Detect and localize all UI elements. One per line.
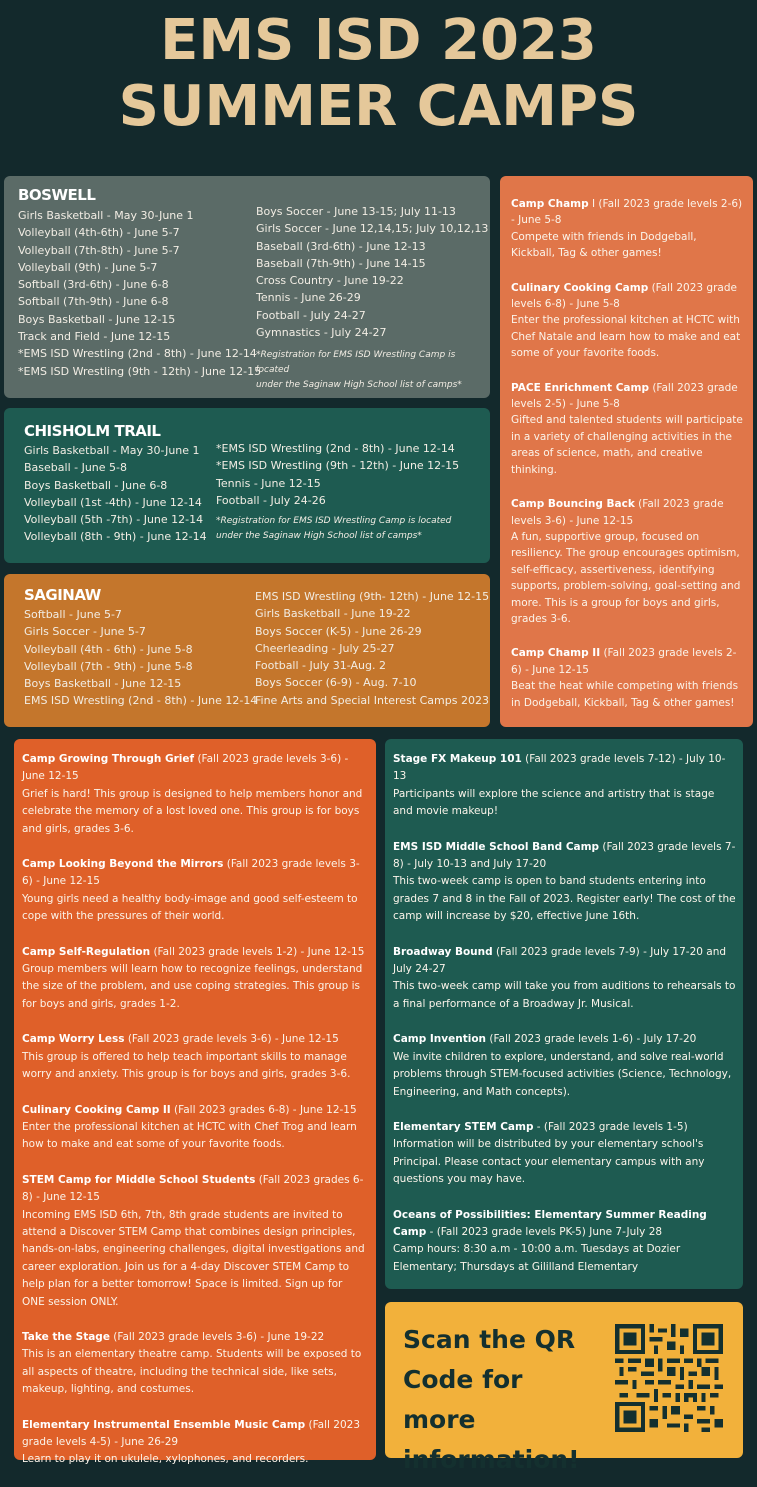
list-item: Boys Soccer (6-9) - Aug. 7-10 <box>255 676 417 690</box>
camp-name: Camp Growing Through Grief <box>22 753 195 765</box>
list-item: Boys Basketball - June 12-15 <box>24 677 182 691</box>
list-item: Track and Field - June 12-15 <box>18 330 171 344</box>
camp-name: EMS ISD Middle School Band Camp <box>393 840 600 853</box>
boswell-right-list <box>256 203 488 341</box>
camp-entry <box>511 645 743 711</box>
list-item: Girls Soccer - June 12,14,15; July 10,12,13 <box>256 222 489 236</box>
camp-description: This two-week camp will take you from auditions to rehearsals to a final performance of a Broadway Jr. Musical. <box>393 980 736 1010</box>
camp-meta: (Fall 2023 grade levels 3-6) - June 19-22 <box>109 1330 325 1343</box>
right-column-panel <box>500 176 753 727</box>
camp-description: Enter the professional kitchen at HCTC with Chef Trog and learn how to make and eat some of your favorite foods. <box>22 1120 357 1151</box>
camp-meta: (Fall 2023 grade levels 1-2) - June 12-15 <box>150 945 365 958</box>
list-item: Baseball (7th-9th) - June 14-15 <box>256 256 426 270</box>
chisholm-note <box>216 514 451 544</box>
list-item: Volleyball (5th -7th) - June 12-14 <box>24 513 204 527</box>
camp-description: Information will be distributed by your elementary school's Principal. Please contact your elementary campus with any questions you may have. <box>393 1138 705 1186</box>
list-item: Girls Soccer - June 5-7 <box>24 625 146 639</box>
list-item: Fine Arts and Special Interest Camps 2023 <box>255 693 489 707</box>
camp-description: Incoming EMS ISD 6th, 7th, 8th grade students are invited to attend a Discover STEM Camp that combines design principles, hands-on-labs, engineering challenges, digital investigations and career exploration. Join us for a 4-day Discover STEM Camp to help plan for a better tomorrow! Space is limited. Sign up for ONE session ONLY. <box>22 1208 365 1308</box>
boswell-panel <box>4 176 490 398</box>
camp-name: Camp Champ II <box>511 647 601 660</box>
list-item: Volleyball (4th-6th) - June 5-7 <box>18 226 180 240</box>
camp-entry <box>22 1172 368 1311</box>
camp-entry <box>393 839 737 926</box>
list-item: Football - July 24-27 <box>256 308 366 322</box>
list-item: Softball (3rd-6th) - June 6-8 <box>18 278 169 292</box>
camp-name: Camp Invention <box>393 1033 487 1046</box>
camp-meta: (Fall 2023 grade levels 4-5) - June 26-29 <box>22 1418 361 1448</box>
chisholm-right-list <box>216 440 459 509</box>
camp-name: Elementary STEM Camp <box>393 1120 534 1133</box>
camp-entry <box>22 1417 368 1469</box>
camp-meta: - (Fall 2023 grade levels PK-5) June 7-July 28 <box>426 1225 663 1238</box>
camp-description: Young girls need a healthy body-image and good self-esteem to cope with the pressures of their world. <box>22 892 358 923</box>
qr-code-icon[interactable] <box>615 1324 723 1432</box>
camp-meta: (Fall 2023 grade levels 7-8) - July 10-13 and July 17-20 <box>393 840 736 871</box>
camp-name: PACE Enrichment Camp <box>511 381 649 394</box>
list-item: Softball - June 5-7 <box>24 608 122 621</box>
chisholm-heading: CHISHOLM TRAIL <box>24 422 161 440</box>
camp-entry <box>22 1102 368 1154</box>
list-item: Girls Basketball - June 19-22 <box>255 607 411 621</box>
camp-name: Broadway Bound <box>393 945 493 958</box>
camp-meta: (Fall 2023 grade levels 6-8) - June 5-8 <box>511 281 737 311</box>
list-item: EMS ISD Wrestling (9th- 12th) - June 12-15 <box>255 590 490 603</box>
camp-entry <box>22 1329 368 1399</box>
bottom-left-panel <box>14 739 376 1466</box>
camp-name: Camp Champ <box>511 198 589 210</box>
list-item: EMS ISD Wrestling (2nd - 8th) - June 12-14 <box>24 694 258 708</box>
list-item: Softball (7th-9th) - June 6-8 <box>18 295 169 309</box>
camp-entry <box>511 380 743 478</box>
chisholm-left-list <box>24 442 207 546</box>
camp-description: This is an elementary theatre camp. Students will be exposed to all aspects of theatre, including the technical side, like sets, makeup, lighting, and costumes. <box>22 1348 362 1396</box>
list-item: Boys Basketball - June 12-15 <box>18 312 176 326</box>
camp-entry <box>393 944 737 1014</box>
camp-meta: (Fall 2023 grade levels 2-5) - June 5-8 <box>511 381 738 411</box>
list-item: Volleyball (7th-8th) - June 5-7 <box>18 243 180 257</box>
list-item: Football - July 31-Aug. 2 <box>255 659 386 673</box>
list-item: Volleyball (4th - 6th) - June 5-8 <box>24 642 193 656</box>
camp-entry <box>22 856 368 926</box>
camp-entry <box>22 944 368 1014</box>
camp-description: Enter the professional kitchen at HCTC with Chef Natale and learn how to make and eat some of your favorite foods. <box>511 314 741 360</box>
list-item: Boys Basketball - June 6-8 <box>24 478 168 492</box>
bottom-right-panel <box>385 739 743 1289</box>
boswell-left-list <box>18 207 261 380</box>
list-item: *EMS ISD Wrestling (9th - 12th) - June 12-15 <box>18 364 262 378</box>
chisholm-trail-panel <box>4 408 490 563</box>
bottom-left-list <box>22 751 368 1487</box>
camp-description: Camp hours: 8:30 a.m - 10:00 a.m. Tuesdays at Dozier Elementary; Thursdays at Gililland Elementary <box>393 1243 681 1273</box>
camp-name: STEM Camp for Middle School Students <box>22 1173 256 1186</box>
list-item: *EMS ISD Wrestling (2nd - 8th) - June 12-14 <box>18 347 257 361</box>
page-title <box>0 8 757 140</box>
list-item: Girls Basketball - May 30-June 1 <box>18 209 194 222</box>
camp-meta: (Fall 2023 grade levels 3-6) - June 12-15 <box>22 753 349 783</box>
right-column-list <box>511 196 743 729</box>
saginaw-panel <box>4 574 490 727</box>
saginaw-right-list <box>255 588 489 709</box>
camp-meta: (Fall 2023 grade levels 3-6) - June 12-15 <box>511 498 724 527</box>
saginaw-left-list <box>24 606 257 710</box>
list-item: Volleyball (8th - 9th) - June 12-14 <box>24 530 207 544</box>
qr-caption <box>403 1320 593 1480</box>
list-item: Tennis - June 26-29 <box>256 291 361 305</box>
bottom-right-list <box>393 751 737 1294</box>
saginaw-heading: SAGINAW <box>24 586 101 604</box>
title-line-1: EMS ISD 2023 <box>160 8 597 73</box>
list-item: Boys Soccer - June 13-15; July 11-13 <box>256 205 456 218</box>
qr-caption-line: Code for more <box>403 1365 523 1434</box>
camp-meta: (Fall 2023 grade levels 3-6) - June 12-15 <box>124 1033 339 1046</box>
camp-meta: - (Fall 2023 grade levels 1-5) <box>533 1120 688 1133</box>
camp-entry <box>393 751 737 821</box>
list-item: Volleyball (1st -4th) - June 12-14 <box>24 495 202 509</box>
camp-description: Beat the heat while competing with friends in Dodgeball, Kickball, Tag & other games! <box>511 680 739 709</box>
list-item: *EMS ISD Wrestling (2nd - 8th) - June 12-14 <box>216 442 455 455</box>
note-line: under the Saginaw High School list of camps* <box>216 531 422 541</box>
camp-entry <box>393 1031 737 1101</box>
list-item: Baseball (3rd-6th) - June 12-13 <box>256 239 426 253</box>
camp-meta: I (Fall 2023 grade levels 2-6) - June 5-8 <box>511 198 743 227</box>
camp-entry <box>22 751 368 838</box>
camp-name: Take the Stage <box>22 1330 110 1343</box>
qr-caption-line: information! <box>403 1445 580 1474</box>
list-item: *EMS ISD Wrestling (9th - 12th) - June 12-15 <box>216 459 460 473</box>
camp-name: Stage FX Makeup 101 <box>393 753 522 765</box>
list-item: Boys Soccer (K-5) - June 26-29 <box>255 624 422 638</box>
camp-entry <box>511 280 743 362</box>
camp-description: Group members will learn how to recognize feelings, understand the size of the problem, and use coping strategies. This group is for boys and girls, grades 1-2. <box>22 963 363 1010</box>
list-item: Tennis - June 12-15 <box>216 476 321 490</box>
camp-name: Camp Bouncing Back <box>511 498 635 511</box>
list-item: Football - July 24-26 <box>216 493 326 507</box>
camp-meta: (Fall 2023 grade levels 7-12) - July 10-13 <box>393 753 726 783</box>
camp-name: Oceans of Possibilities: Elementary Summer Reading Camp <box>393 1208 707 1238</box>
camp-meta: (Fall 2023 grades 6-8) - June 12-15 <box>170 1103 357 1116</box>
list-item: Girls Basketball - May 30-June 1 <box>24 444 200 457</box>
camp-description: A fun, supportive group, focused on resiliency. The group encourages optimism, self-efficacy, assertiveness, identifying supports, problem-solving, goal-setting and more. This is a group for boys and girls, grades 3-6. <box>511 530 741 625</box>
camp-meta: (Fall 2023 grades 6-8) - June 12-15 <box>22 1173 364 1204</box>
list-item: Gymnastics - July 24-27 <box>256 326 387 340</box>
note-line: under the Saginaw High School list of camps* <box>256 380 462 390</box>
camp-name: Camp Self-Regulation <box>22 945 151 958</box>
note-line: *Registration for EMS ISD Wrestling Camp is located <box>256 350 456 375</box>
camp-name: Culinary Cooking Camp II <box>22 1103 171 1116</box>
camp-meta: (Fall 2023 grade levels 1-6) - July 17-20 <box>486 1033 697 1046</box>
note-line: *Registration for EMS ISD Wrestling Camp is located <box>216 516 452 526</box>
camp-name: Culinary Cooking Camp <box>511 281 649 294</box>
list-item: Cross Country - June 19-22 <box>256 274 404 288</box>
camp-meta: (Fall 2023 grade levels 2-6) - June 12-15 <box>511 647 737 676</box>
camp-meta: (Fall 2023 grade levels 7-9) - July 17-20 and July 24-27 <box>393 945 727 976</box>
camp-description: Compete with friends in Dodgeball, Kickball, Tag & other games! <box>511 230 697 260</box>
camp-name: Camp Looking Beyond the Mirrors <box>22 858 224 871</box>
boswell-heading: BOSWELL <box>18 186 96 204</box>
camp-description: Gifted and talented students will participate in a variety of challenging activities in the areas of science, math, and creative thinking. <box>511 414 743 476</box>
camp-entry <box>393 1207 737 1277</box>
camp-description: Grief is hard! This group is designed to help members honor and celebrate the memory of a lost loved one. This group is for boys and girls, grades 3-6. <box>22 787 363 835</box>
boswell-note <box>256 348 490 393</box>
qr-panel <box>385 1302 743 1474</box>
camp-entry <box>511 196 743 262</box>
camp-description: This group is offered to help teach important skills to manage worry and anxiety. This group is for boys and girls, grades 3-6. <box>22 1050 351 1081</box>
camp-description: We invite children to explore, understand, and solve real-world problems through STEM-focused activities (Science, Technology, Engineering, and Math concepts). <box>393 1050 732 1098</box>
camp-name: Elementary Instrumental Ensemble Music Camp <box>22 1418 306 1431</box>
camp-name: Camp Worry Less <box>22 1033 125 1046</box>
camp-entry <box>393 1119 737 1189</box>
camp-description: Participants will explore the science and artistry that is stage and movie makeup! <box>393 787 715 818</box>
camp-entry <box>22 1031 368 1083</box>
title-line-2: SUMMER CAMPS <box>118 74 639 139</box>
list-item: Volleyball (7th - 9th) - June 5-8 <box>24 659 193 673</box>
list-item: Cheerleading - July 25-27 <box>255 641 395 655</box>
camp-description: This two-week camp is open to band students entering into grades 7 and 8 in the Fall of 2023. Register early! The cost of the camp will increase by $20, effective June 16th. <box>393 875 736 923</box>
list-item: Baseball - June 5-8 <box>24 461 128 475</box>
camp-meta: (Fall 2023 grade levels 3-6) - June 12-15 <box>22 858 360 888</box>
list-item: Volleyball (9th) - June 5-7 <box>18 260 158 274</box>
camp-description: Learn to play it on ukulele, xylophones, and recorders. <box>22 1453 309 1466</box>
qr-caption-line: Scan the QR <box>403 1325 576 1354</box>
camp-entry <box>511 496 743 627</box>
